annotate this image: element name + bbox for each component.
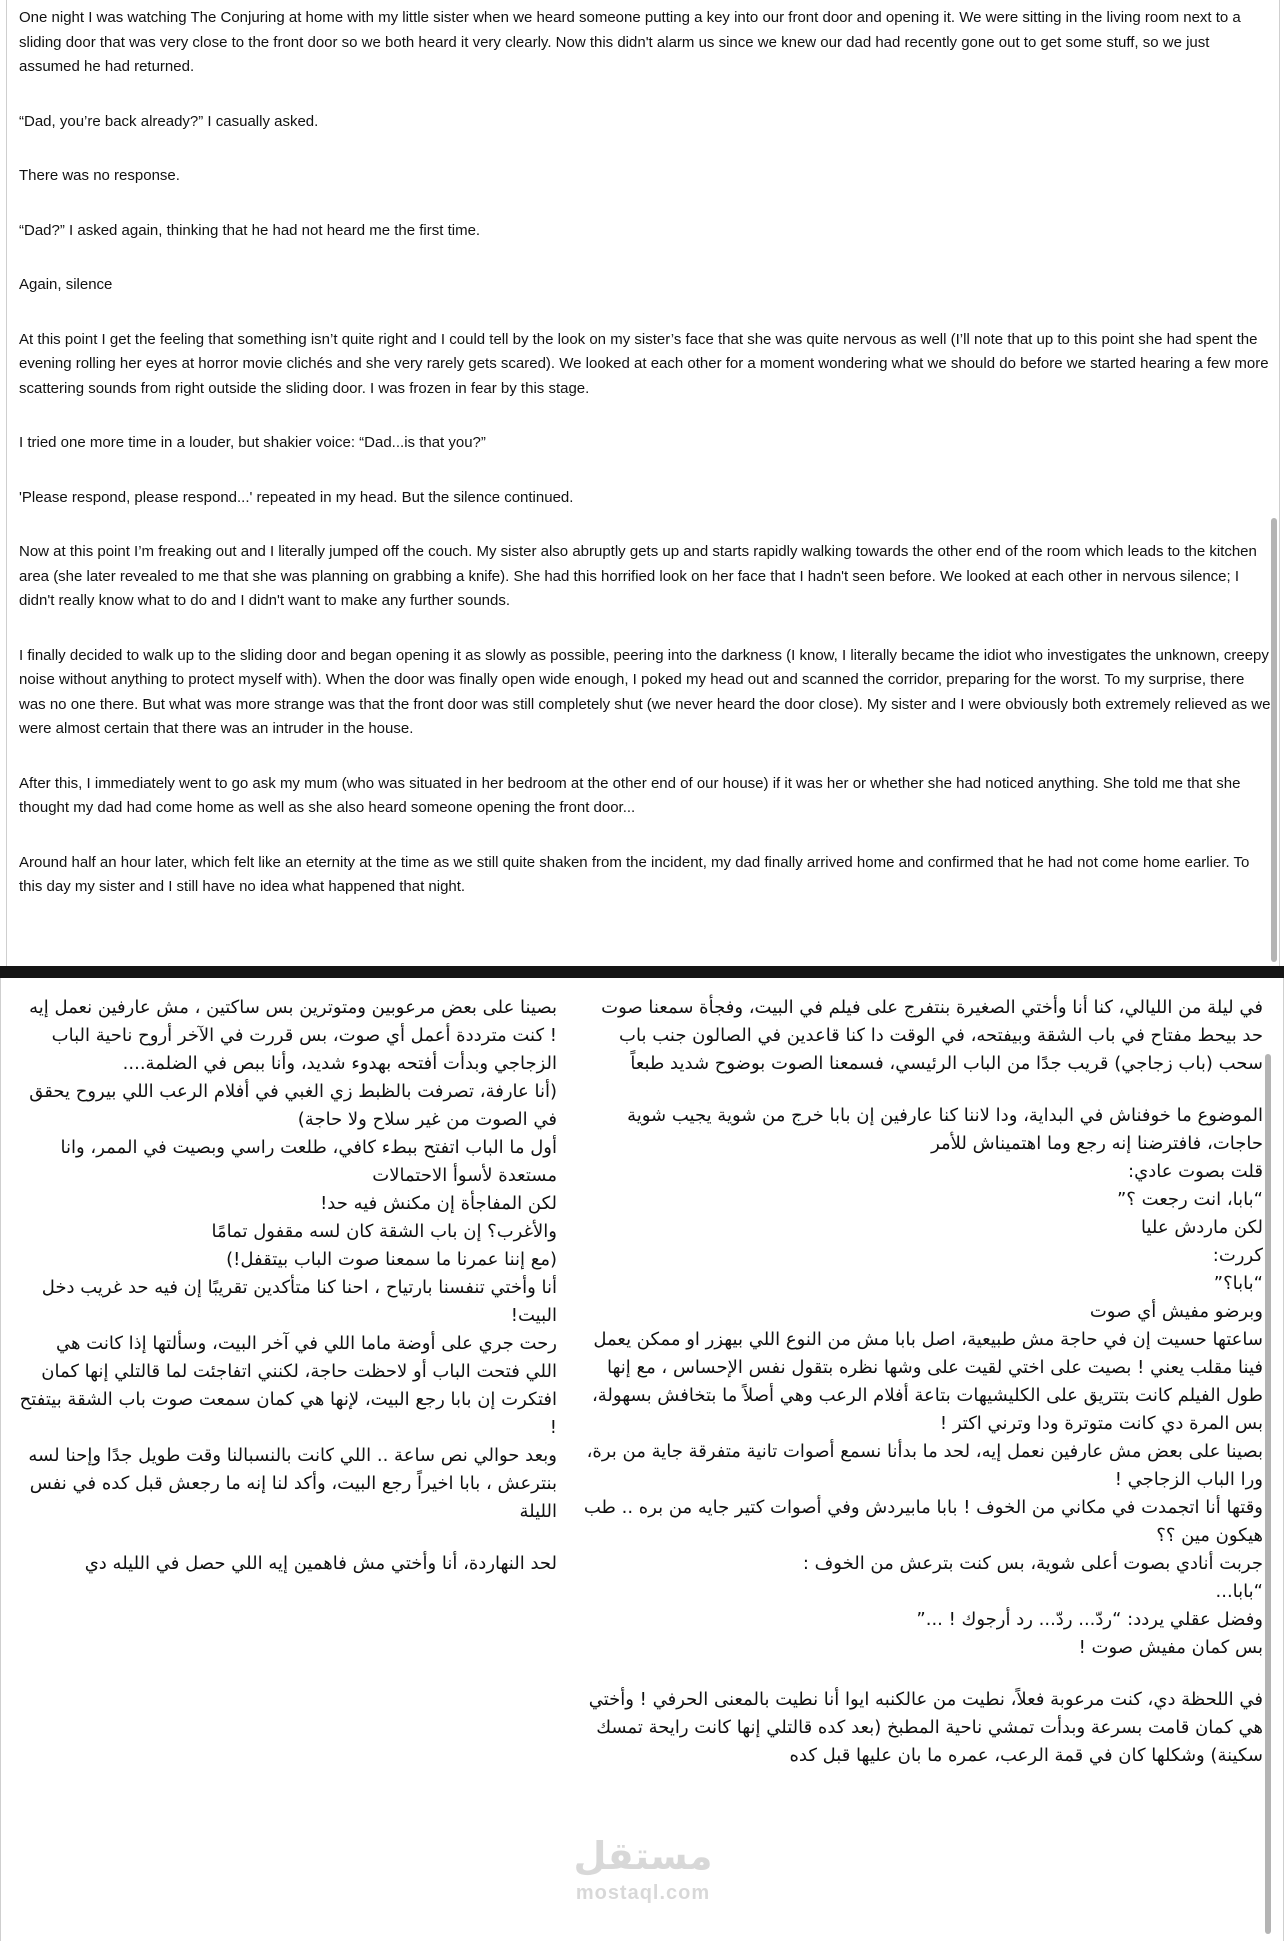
arabic-paragraph: لكن المفاجأة إن مكنش فيه حد!	[320, 1193, 557, 1214]
arabic-paragraph: “بابا...	[1215, 1581, 1263, 1602]
story-paragraph: 'Please respond, please respond...' repeated in my head. But the silence continued.	[19, 488, 574, 506]
panel-divider	[0, 966, 1284, 978]
story-paragraph: After this, I immediately went to go ask my mum (who was situated in her bedroom at the other end of our house) if it was her or whether she had noticed anything. She told me that she thought my dad had come home as well as she also heard someone opening the front door...	[19, 774, 1241, 816]
watermark-arabic: مستقل	[573, 1834, 713, 1878]
arabic-paragraph: جربت أنادي بصوت أعلى شوية، بس كنت بترعش من الخوف :	[802, 1553, 1263, 1574]
arabic-paragraph: ساعتها حسيت إن في حاجة مش طبيعية، اصل بابا مش من النوع اللي بيهزر او ممكن يعمل فينا مقلب يعني ! بصيت على اختي لقيت على وشها نظره بتقول نفس الإحساس ، مع إنها طول الفيلم كانت بتتريق على الكليشيهات بتاعة أفلام الرعب وهي أصلاً ما بتخافش بسهولة، بس المرة دي كانت متوترة ودا وترني اكتر !	[591, 1329, 1263, 1434]
story-paragraph: Now at this point I’m freaking out and I literally jumped off the couch. My sister also abruptly gets up and starts rapidly walking towards the other end of the room which leads to the kitchen area (she later revealed to me that she was planning on grabbing a knife). She had this horrified look on her face that I hadn't seen before. We looked at each other in nervous silence; I didn't really know what to do and I didn't want to make any further sounds.	[19, 543, 1257, 609]
scrollbar-thumb[interactable]	[1265, 1054, 1271, 1934]
arabic-paragraph: “بابا، انت رجعت ؟”	[1116, 1189, 1263, 1210]
arabic-paragraph: بصينا على بعض مرعوبين ومتوترين بس ساكتين ، مش عارفين نعمل إيه ! كنت مترددة أعمل أي صوت، بس قررت في الآخر أروح ناحية الباب الزجاجي وبدأت أفتحه بهدوء شديد، وأنا ببص في الضلمة....	[29, 997, 557, 1074]
arabic-paragraph: (أنا عارفة، تصرفت بالظبط زي الغبي في أفلام الرعب اللي بيروح يحقق في الصوت من غير سلاح ولا حاجة)	[29, 1081, 557, 1130]
arabic-paragraph: “بابا؟”	[1213, 1273, 1263, 1294]
arabic-paragraph: لكن ماردش عليا	[1141, 1217, 1263, 1238]
arabic-paragraph: وفضل عقلي يردد: “ردّ... ردّ... رد أرجوك ! ...”	[916, 1609, 1263, 1630]
story-paragraph: There was no response.	[19, 167, 180, 184]
arabic-paragraph: أول ما الباب اتفتح ببطء كافي، طلعت راسي وبصيت في الممر، وانا مستعدة لأسوأ الاحتمالات	[60, 1137, 557, 1186]
arabic-paragraph: بس كمان مفيش صوت !	[1078, 1637, 1263, 1658]
story-paragraph: I finally decided to walk up to the sliding door and began opening it as slowly as possible, peering into the darkness (I know, I literally became the idiot who investigates the unknown, creepy noise without anything to protect myself with). When the door was finally open wide enough, I poked my head out and scanned the corridor, preparing for the worst. To my surprise, there was no one there. But what was more strange was that the front door was still completely shut (we never heard the door close). My sister and I were obviously both extremely relieved as we were almost certain that there was an intruder in the house.	[19, 646, 1271, 737]
arabic-paragraph: بصينا على بعض مش عارفين نعمل إيه، لحد ما بدأنا نسمع أصوات تانية متفرقة جاية من برة، ورا الباب الزجاجي !	[586, 1441, 1263, 1490]
paragraph-gap	[579, 1078, 1263, 1102]
story-paragraph: I tried one more time in a louder, but shakier voice: “Dad...is that you?”	[19, 434, 486, 451]
arabic-paragraph: قلت بصوت عادي:	[1128, 1161, 1263, 1182]
arabic-paragraph: وبرضو مفيش أي صوت	[1089, 1301, 1263, 1322]
arabic-column-left	[19, 994, 557, 1578]
english-story-text	[19, 6, 1271, 930]
arabic-column-right	[579, 994, 1263, 1770]
arabic-paragraph: الموضوع ما خوفناش في البداية، ودا لاننا كنا عارفين إن بابا خرج من شوية يجيب شوية حاجات، فافترضنا إنه رجع وما اهتميناش للأمر	[627, 1105, 1263, 1154]
arabic-paragraph: رحت جري على أوضة ماما اللي في آخر البيت، وسألتها إذا كانت هي اللي فتحت الباب أو لاحظت حاجة، لكنني اتفاجئت لما قالتلي إنها كمان افتكرت إن بابا رجع البيت، لإنها هي كمان سمعت صوت باب الشقة بيتفتح !	[19, 1333, 557, 1438]
arabic-paragraph: في ليلة من الليالي، كنا أنا وأختي الصغيرة بنتفرج على فيلم في البيت، وفجأة سمعنا صوت حد بيحط مفتاح في باب الشقة وبيفتحه، في الوقت دا كنا قاعدين في الصالون جنب باب سحب (باب زجاجي) قريب جدًا من الباب الرئيسي، فسمعنا الصوت بوضوح شديد طبعاً	[601, 997, 1263, 1074]
mostaql-watermark	[563, 1830, 723, 1920]
arabic-paragraph: كررت:	[1212, 1245, 1263, 1266]
story-paragraph: One night I was watching The Conjuring at home with my little sister when we heard someone putting a key into our front door and opening it. We were sitting in the living room next to a sliding door that was very close to the front door so we both heard it very clearly. Now this didn't alarm us since we knew our dad had recently gone out to get some stuff, so we just assumed he had returned.	[19, 9, 1241, 75]
story-paragraph: At this point I get the feeling that something isn’t quite right and I could tell by the look on my sister’s face that she was quite nervous as well (I’ll note that up to this point she had spent the evening rolling her eyes at horror movie clichés and she very rarely gets scared). We looked at each other for a moment wondering what we should do before we started hearing a few more scattering sounds from right outside the sliding door. I was frozen in fear by this stage.	[19, 330, 1269, 397]
arabic-paragraph: أنا وأختي تنفسنا بارتياح ، احنا كنا متأكدين تقريبًا إن فيه حد غريب دخل البيت!	[41, 1277, 557, 1326]
watermark-url: mostaql.com	[575, 1882, 711, 1904]
arabic-paragraph: (مع إننا عمرنا ما سمعنا صوت الباب بيتقفل!)	[226, 1249, 557, 1270]
paragraph-gap	[19, 1526, 557, 1550]
story-paragraph: “Dad, you’re back already?” I casually asked.	[19, 112, 319, 130]
story-paragraph: “Dad?” I asked again, thinking that he had not heard me the first time.	[19, 221, 481, 239]
arabic-translation-panel	[0, 978, 1284, 1941]
arabic-paragraph: والأغرب؟ إن باب الشقة كان لسه مقفول تمامًا	[211, 1221, 557, 1242]
scrollbar-thumb[interactable]	[1271, 518, 1277, 962]
english-story-panel	[6, 0, 1280, 966]
story-paragraph: Around half an hour later, which felt like an eternity at the time as we still quite shaken from the incident, my dad finally arrived home and confirmed that he had not come home earlier. To this day my sister and I still have no idea what happened that night.	[19, 853, 1250, 895]
story-paragraph: Again, silence	[19, 276, 113, 293]
paragraph-gap	[579, 1662, 1263, 1686]
arabic-paragraph: وقتها أنا اتجمدت في مكاني من الخوف ! بابا مابيردش وفي أصوات كتير جايه من بره .. طب هيكون مين ؟؟	[583, 1497, 1263, 1546]
arabic-paragraph: في اللحظة دي، كنت مرعوبة فعلاً، نطيت من عالكنبه ايوا أنا نطيت بالمعنى الحرفي ! وأختي هي كمان قامت بسرعة وبدأت تمشي ناحية المطبخ (بعد كده قالتلي إنها كانت رايحة تمسك سكينة) وشكلها كان في قمة الرعب، عمره ما بان عليها قبل كده	[588, 1689, 1263, 1766]
arabic-paragraph: لحد النهاردة، أنا وأختي مش فاهمين إيه اللي حصل في الليله دي	[84, 1553, 557, 1574]
arabic-paragraph: وبعد حوالي نص ساعة .. اللي كانت بالنسبالنا وقت طويل جدًا وإحنا لسه بنترعش ، بابا اخيراً رجع البيت، وأكد لنا إنه ما رجعش قبل كده في نفس الليلة	[28, 1445, 557, 1522]
